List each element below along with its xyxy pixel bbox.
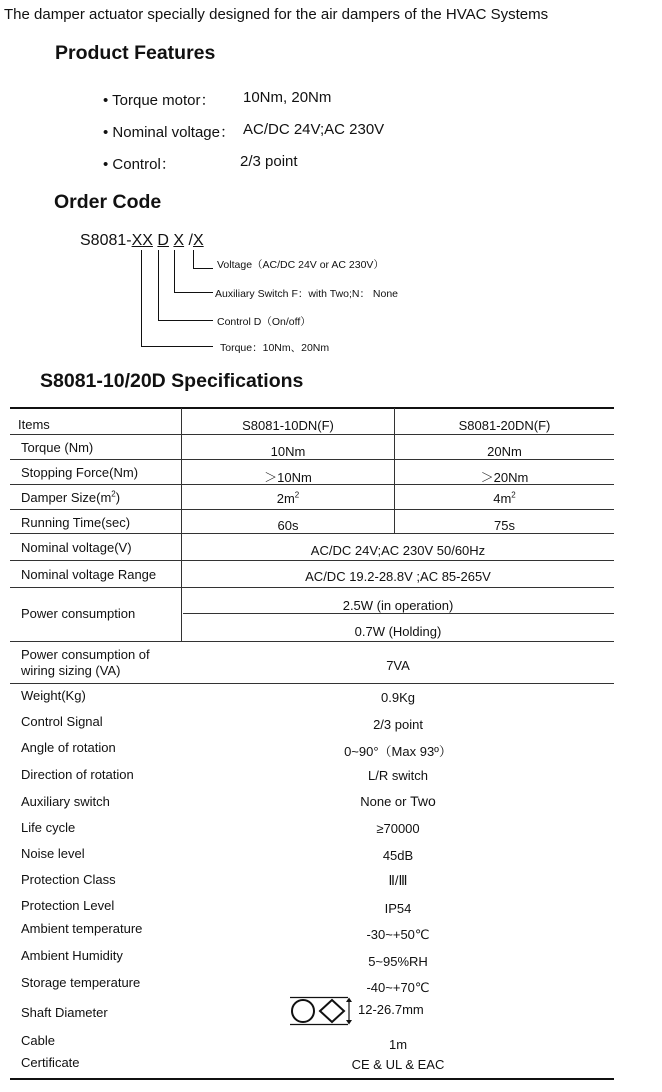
row-shaft-label: Shaft Diameter (21, 1005, 108, 1020)
row-cable-value: 1m (388, 1037, 408, 1052)
row-stopping-label: Stopping Force(Nm) (21, 465, 139, 480)
row-control-value: 2/3 point (373, 717, 423, 732)
row-cert-value: CE & UL & EAC (351, 1057, 445, 1072)
feature-voltage-value: AC/DC 24V;AC 230V (243, 121, 385, 138)
header-model-20: S8081-20DN(F) (458, 418, 551, 433)
row-aux-label: Auxiliary switch (21, 794, 110, 809)
row-weight-label: Weight(Kg) (21, 688, 86, 703)
row-range-label: Nominal voltage Range (21, 567, 157, 582)
row-nominal-value: AC/DC 24V;AC 230V 50/60Hz (310, 543, 486, 558)
feature-torque-value: 10Nm, 20Nm (243, 89, 332, 106)
row-plevel-value: IP54 (384, 901, 412, 916)
row-damper-v1: $2m^2$ (276, 490, 300, 506)
row-running-label: Running Time(sec) (21, 515, 131, 530)
order-code-aux-seg: X (173, 232, 185, 249)
row-ambtemp-value: -30~+50℃ (366, 927, 430, 942)
row-torque-label: Torque (Nm) (21, 440, 94, 455)
row-weight-value: 0.9Kg (381, 690, 415, 705)
row-torque-v2: 20Nm (487, 444, 522, 459)
row-life-label: Life cycle (21, 820, 76, 835)
order-code-control-seg: D (157, 232, 169, 249)
product-features-heading: Product Features (55, 42, 216, 64)
row-damper-v2: $4m^2$ (493, 490, 516, 506)
row-storage-value: -40~+70℃ (366, 980, 430, 995)
row-humidity-value: 5~95%RH (368, 954, 428, 969)
order-code-voltage-seg: X (192, 232, 204, 249)
row-angle-label: Angle of rotation (21, 740, 116, 755)
specifications-heading: S8081-10/20D Specifications (40, 370, 304, 392)
row-storage-label: Storage temperature (21, 975, 141, 990)
row-humidity-label: Ambient Humidity (21, 948, 123, 963)
row-direction-value: L/R switch (368, 768, 428, 783)
order-code-note-torque: Torque：10Nm、20Nm (220, 342, 330, 354)
row-power-operation: 2.5W (in operation) (342, 598, 454, 613)
row-power-label: Power consumption (21, 606, 136, 621)
shaft-shape-icon (288, 996, 354, 1026)
order-code-slash: / (188, 232, 193, 249)
order-code-note-voltage: Voltage（AC/DC 24V or AC 230V） (217, 259, 384, 271)
row-wiring-label-1: Power consumption of (21, 647, 150, 662)
row-pclass-value: Ⅱ/Ⅲ (388, 873, 408, 888)
row-control-label: Control Signal (21, 714, 103, 729)
row-noise-value: 45dB (382, 848, 414, 863)
order-code-torque-seg: XX (131, 232, 153, 249)
row-wiring-value: 7VA (386, 658, 410, 673)
row-cert-label: Certificate (21, 1055, 80, 1070)
row-damper-label: Damper $Size(m^2)$ (21, 489, 121, 505)
row-power-holding: 0.7W (Holding) (354, 624, 442, 639)
row-cable-label: Cable (21, 1033, 55, 1048)
row-plevel-label: Protection Level (21, 898, 115, 913)
feature-voltage-label: • Nominal voltage： (103, 124, 235, 141)
row-stopping-v1: ＞10Nm (264, 470, 312, 485)
row-running-v1: 60s (277, 518, 299, 533)
row-life-value: ≥70000 (376, 821, 420, 836)
row-noise-label: Noise level (21, 846, 85, 861)
row-nominal-label: Nominal voltage(V) (21, 540, 132, 555)
order-code-note-control: Control D（On/off） (217, 316, 311, 328)
row-wiring-label-2: wiring sizing (VA) (21, 663, 121, 678)
feature-control-value: 2/3 point (240, 153, 298, 170)
intro-text: The damper actuator specially designed for the air dampers of the HVAC Systems (4, 6, 549, 23)
row-ambtemp-label: Ambient temperature (21, 921, 143, 936)
row-pclass-label: Protection Class (21, 872, 116, 887)
row-direction-label: Direction of rotation (21, 767, 134, 782)
row-aux-value: None or Two (360, 793, 436, 809)
row-range-value: AC/DC 19.2-28.8V ;AC 85-265V (305, 569, 491, 584)
order-code-string (80, 232, 204, 250)
row-angle-value: 0~90°（Max 93º） (344, 744, 452, 759)
order-code-prefix: S8081- (80, 232, 132, 249)
order-code-note-aux: Auxiliary Switch F：with Two;N： None (215, 288, 399, 300)
header-items: Items (18, 417, 50, 432)
feature-torque-label: • Torque motor： (103, 92, 216, 109)
row-running-v2: 75s (494, 518, 515, 533)
row-stopping-v2: ＞20Nm (480, 470, 529, 485)
feature-control-label: • Control： (103, 156, 176, 173)
header-model-10: S8081-10DN(F) (242, 418, 334, 433)
row-torque-v1: 10Nm (270, 444, 306, 459)
order-code-heading: Order Code (54, 191, 162, 213)
row-shaft-value: 12-26.7mm (358, 1002, 424, 1017)
